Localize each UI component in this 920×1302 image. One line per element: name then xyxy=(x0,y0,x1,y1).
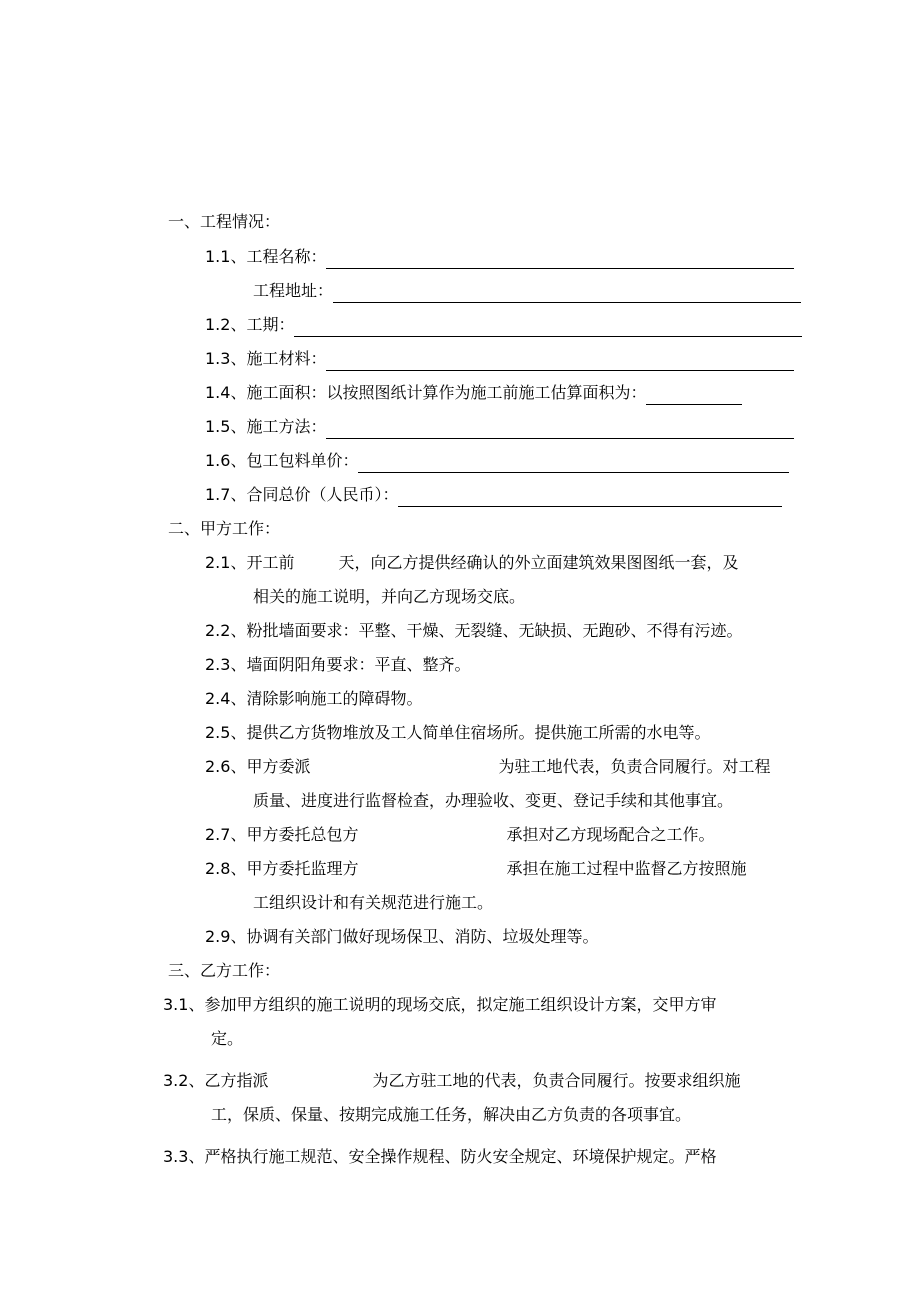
item-2-8-prefix: 2.8、甲方委托监理方 xyxy=(205,859,359,878)
item-1-1 xyxy=(205,245,794,269)
unit-price-blank[interactable] xyxy=(358,454,789,473)
item-1-4-label: 1.4、施工面积：以按照图纸计算作为施工前施工估算面积为： xyxy=(205,383,647,402)
item-2-3-text: 2.3、墙面阴阳角要求：平直、整齐。 xyxy=(205,655,471,674)
item-1-4 xyxy=(205,381,742,405)
item-2-1-cont xyxy=(253,585,525,609)
item-1-1-sub xyxy=(253,279,801,303)
item-3-1 xyxy=(163,993,716,1017)
item-2-6-prefix: 2.6、甲方委派 xyxy=(205,757,311,776)
item-2-8-text: 承担在施工过程中监督乙方按照施 xyxy=(506,859,747,878)
item-2-7-text: 承担对乙方现场配合之工作。 xyxy=(506,825,715,844)
section-1-heading-text: 一、工程情况： xyxy=(168,212,281,231)
item-2-2 xyxy=(205,619,742,643)
total-price-blank[interactable] xyxy=(398,488,782,507)
item-2-8-cont xyxy=(253,891,493,915)
item-1-2 xyxy=(205,313,802,337)
project-name-blank[interactable] xyxy=(326,250,794,269)
item-1-2-label: 1.2、工期： xyxy=(205,315,295,334)
item-2-1-continuation: 相关的施工说明，并向乙方现场交底。 xyxy=(253,587,526,606)
item-2-6-text: 为驻工地代表，负责合同履行。对工程 xyxy=(498,757,771,776)
item-2-4-text: 2.4、清除影响施工的障碍物。 xyxy=(205,689,423,708)
item-3-2 xyxy=(163,1069,740,1093)
item-2-6 xyxy=(205,755,770,779)
item-1-7-label: 1.7、合同总价（人民币）： xyxy=(205,485,399,504)
item-2-7-prefix: 2.7、甲方委托总包方 xyxy=(205,825,359,844)
item-2-6-continuation: 质量、进度进行监督检查，办理验收、变更、登记手续和其他事宜。 xyxy=(253,791,734,810)
item-3-1-cont xyxy=(211,1027,243,1051)
section-2-heading-text: 二、甲方工作： xyxy=(168,519,281,538)
item-3-2-cont xyxy=(211,1103,691,1127)
area-blank[interactable] xyxy=(646,386,742,405)
item-2-9 xyxy=(205,925,598,949)
item-3-1-continuation: 定。 xyxy=(211,1029,244,1048)
item-2-1 xyxy=(205,551,738,575)
item-2-4 xyxy=(205,687,422,711)
item-1-6-label: 1.6、包工包料单价： xyxy=(205,451,359,470)
project-address-label: 工程地址： xyxy=(253,281,334,300)
item-2-5 xyxy=(205,721,710,745)
item-3-1-text: 3.1、参加甲方组织的施工说明的现场交底，拟定施工组织设计方案，交甲方审 xyxy=(163,995,717,1014)
item-3-3 xyxy=(163,1145,716,1169)
item-2-8 xyxy=(205,857,746,881)
item-1-7 xyxy=(205,483,782,507)
item-3-2-prefix: 3.2、乙方指派 xyxy=(163,1071,269,1090)
item-2-7 xyxy=(205,823,714,847)
item-2-6-cont xyxy=(253,789,733,813)
item-3-2-continuation: 工，保质、保量、按期完成施工任务，解决由乙方负责的各项事宜。 xyxy=(211,1105,692,1124)
item-1-1-label: 1.1、工程名称： xyxy=(205,247,327,266)
project-address-blank[interactable] xyxy=(333,284,801,303)
section-2-heading xyxy=(168,517,280,541)
section-3-heading xyxy=(168,959,280,983)
materials-blank[interactable] xyxy=(326,352,794,371)
item-1-3-label: 1.3、施工材料： xyxy=(205,349,327,368)
item-2-9-text: 2.9、协调有关部门做好现场保卫、消防、垃圾处理等。 xyxy=(205,927,599,946)
item-1-5-label: 1.5、施工方法： xyxy=(205,417,327,436)
item-2-2-text: 2.2、粉批墙面要求：平整、干燥、无裂缝、无缺损、无跑砂、不得有污迹。 xyxy=(205,621,743,640)
item-3-3-text: 3.3、严格执行施工规范、安全操作规程、防火安全规定、环境保护规定。严格 xyxy=(163,1147,717,1166)
item-2-3 xyxy=(205,653,470,677)
item-2-8-continuation: 工组织设计和有关规范进行施工。 xyxy=(253,893,494,912)
item-3-2-text: 为乙方驻工地的代表，负责合同履行。按要求组织施 xyxy=(372,1071,741,1090)
item-2-5-text: 2.5、提供乙方货物堆放及工人简单住宿场所。提供施工所需的水电等。 xyxy=(205,723,711,742)
section-3-heading-text: 三、乙方工作： xyxy=(168,961,281,980)
item-2-1-text: 天，向乙方提供经确认的外立面建筑效果图图纸一套，及 xyxy=(338,553,739,572)
item-1-6 xyxy=(205,449,789,473)
item-1-5 xyxy=(205,415,794,439)
item-2-1-prefix: 2.1、开工前 xyxy=(205,553,295,572)
duration-blank[interactable] xyxy=(294,318,802,337)
section-1-heading xyxy=(168,210,280,234)
method-blank[interactable] xyxy=(326,420,794,439)
item-1-3 xyxy=(205,347,794,371)
